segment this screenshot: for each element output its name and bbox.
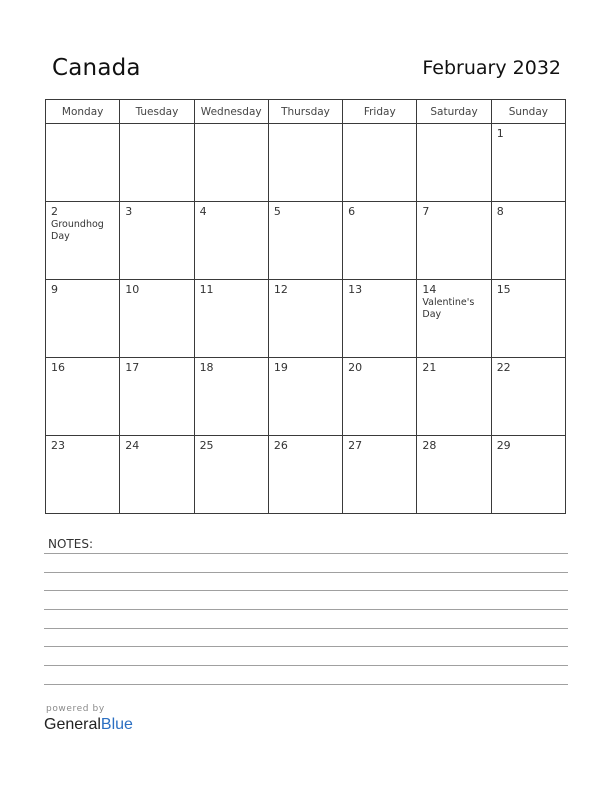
weekday-thursday: Thursday — [268, 100, 342, 124]
weekday-wednesday: Wednesday — [194, 100, 268, 124]
weekday-sunday: Sunday — [491, 100, 565, 124]
day-number: 29 — [496, 439, 511, 452]
day-cell — [491, 358, 565, 436]
day-cell — [417, 280, 491, 358]
day-number: 11 — [199, 283, 214, 296]
day-number: 5 — [273, 205, 281, 218]
day-cell — [120, 202, 194, 280]
note-line — [44, 684, 568, 685]
empty-day-cell — [194, 124, 268, 202]
day-number: 26 — [273, 439, 288, 452]
empty-day-cell — [268, 124, 342, 202]
day-cell — [491, 202, 565, 280]
day-number: 21 — [422, 361, 437, 374]
day-cell — [491, 124, 565, 202]
day-number: 24 — [125, 439, 140, 452]
day-cell — [120, 358, 194, 436]
day-number: 22 — [496, 361, 511, 374]
day-cell — [120, 436, 194, 514]
week-row — [46, 202, 566, 280]
month-title: February 2032 — [422, 57, 561, 79]
day-cell — [268, 280, 342, 358]
country-title: Canada — [52, 55, 141, 81]
weekday-friday: Friday — [343, 100, 417, 124]
note-line — [44, 572, 568, 573]
day-number: 6 — [348, 205, 356, 218]
day-cell — [120, 280, 194, 358]
day-number: 20 — [348, 361, 363, 374]
day-cell — [268, 436, 342, 514]
day-number: 3 — [125, 205, 133, 218]
day-cell — [343, 436, 417, 514]
powered-by-text: powered by — [46, 704, 105, 714]
empty-day-cell — [343, 124, 417, 202]
week-row — [46, 358, 566, 436]
day-number: 18 — [199, 361, 214, 374]
note-line — [44, 553, 568, 554]
brand-general-text: General — [44, 716, 101, 733]
note-line — [44, 590, 568, 591]
day-number: 7 — [422, 205, 430, 218]
day-number: 23 — [51, 439, 65, 452]
day-cell — [46, 280, 120, 358]
note-line — [44, 665, 568, 666]
note-line — [44, 609, 568, 610]
day-cell — [343, 202, 417, 280]
note-line — [44, 646, 568, 647]
notes-label: NOTES: — [48, 537, 93, 551]
day-number: 1 — [496, 127, 504, 140]
day-cell — [46, 202, 120, 280]
calendar-weeks — [46, 124, 566, 514]
empty-day-cell — [417, 124, 491, 202]
day-number: 15 — [496, 283, 511, 296]
holiday-label: Groundhog Day — [51, 219, 104, 242]
day-cell — [268, 202, 342, 280]
day-number: 19 — [273, 361, 288, 374]
week-row — [46, 436, 566, 514]
week-row — [46, 280, 566, 358]
day-cell — [268, 358, 342, 436]
calendar-grid — [45, 99, 566, 514]
weekday-monday: Monday — [46, 100, 120, 124]
day-cell — [343, 280, 417, 358]
note-line — [44, 628, 568, 629]
weekday-tuesday: Tuesday — [120, 100, 194, 124]
day-cell — [491, 280, 565, 358]
day-number: 27 — [348, 439, 363, 452]
day-cell — [417, 436, 491, 514]
day-number: 14 — [422, 283, 437, 296]
day-number: 2 — [51, 205, 58, 218]
day-cell — [46, 436, 120, 514]
day-cell — [343, 358, 417, 436]
empty-day-cell — [46, 124, 120, 202]
day-number: 28 — [422, 439, 437, 452]
weekday-header-row — [46, 100, 566, 124]
empty-day-cell — [120, 124, 194, 202]
generalblue-logo[interactable] — [44, 716, 133, 734]
day-cell — [417, 358, 491, 436]
day-cell — [491, 436, 565, 514]
day-cell — [417, 202, 491, 280]
day-cell — [194, 358, 268, 436]
day-cell — [46, 358, 120, 436]
day-number: 8 — [496, 205, 504, 218]
day-number: 4 — [199, 205, 207, 218]
brand-blue-text: Blue — [100, 716, 133, 733]
week-row — [46, 124, 566, 202]
weekday-saturday: Saturday — [417, 100, 491, 124]
day-number: 10 — [125, 283, 140, 296]
day-cell — [194, 202, 268, 280]
day-cell — [194, 280, 268, 358]
day-number: 12 — [273, 283, 288, 296]
day-number: 17 — [125, 361, 140, 374]
day-number: 9 — [51, 283, 58, 296]
holiday-label: Valentine's Day — [422, 297, 475, 320]
day-number: 25 — [199, 439, 214, 452]
day-cell — [194, 436, 268, 514]
day-number: 16 — [51, 361, 65, 374]
day-number: 13 — [348, 283, 363, 296]
